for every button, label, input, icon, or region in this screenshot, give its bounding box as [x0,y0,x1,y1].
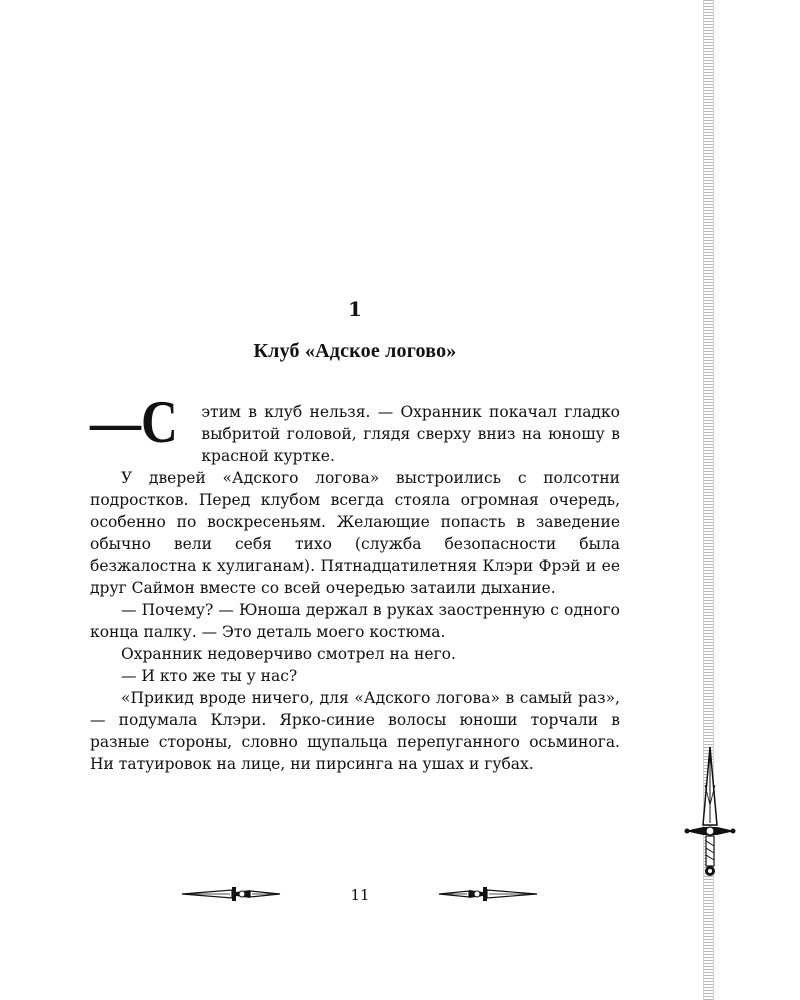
paragraph-2: У дверей «Адского логова» выстроились с полсотни подростков. Перед клубом всегда стояла огромная очередь, особенно по воскресеньям. Желающие попасть в заведение обычно вели себя тихо (служба безопасности была безжалостна к хулиганам). Пятнадцатилетняя Клэри Фрэй и ее друг Саймон вместе со всей очередью затаили дыхание. [90,469,620,597]
paragraph-1-text: этим в клуб нельзя. — Охранник покачал гладко выбритой головой, глядя сверху вниз на юношу в красной куртке. [201,403,620,465]
paragraph-4: Охранник недоверчиво смотрел на него. [121,645,456,663]
dagger-ornament-left-icon [180,885,282,903]
drop-cap: —С [90,389,178,455]
chapter-number: 1 [348,297,362,321]
dagger-ornament-right-icon [437,885,539,903]
vertical-dagger-icon [683,745,737,880]
chapter-title: Клуб «Адское логово» [253,340,457,362]
paragraph-3: — Почему? — Юноша держал в руках заостренную с одного конца палку. — Это деталь моего костюма. [90,601,620,641]
paragraph-5: — И кто же ты у нас? [121,667,298,685]
page-number: 11 [350,886,370,904]
paragraph-6: «Прикид вроде ничего, для «Адского логова» в самый раз», — подумала Клэри. Ярко-синие волосы юноши торчали в разные стороны, словно щупальца перепуганного осьминога. Ни татуировок на лице, ни пирсинга на ушах и губах. [90,689,620,773]
body-text [90,389,620,775]
paragraph-1 [90,389,620,467]
